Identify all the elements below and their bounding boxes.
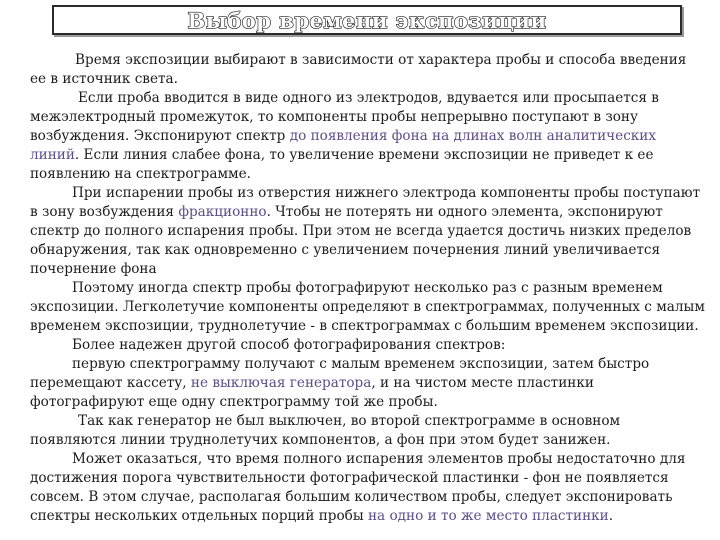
paragraph bbox=[30, 89, 705, 184]
title-box bbox=[52, 5, 682, 35]
highlighted-phrase: не выключая генератора bbox=[190, 375, 372, 391]
text-segment: , и на чистом месте пластинки фотографируют еще одну спектрограмму той же пробы. bbox=[30, 375, 594, 410]
text-segment: Так как генератор не был выключен, во второй спектрограмме в основном появляются линии труднолетучих компонентов, а фон при этом будет занижен. bbox=[30, 413, 621, 448]
paragraph bbox=[30, 412, 705, 450]
text-segment: . bbox=[608, 508, 614, 524]
text-segment: . Если линия слабее фона, то увеличение времени экспозиции не приведет к ее появлению на спектрограмме. bbox=[30, 147, 654, 182]
paragraph bbox=[30, 51, 705, 89]
text-segment: Более надежен другой способ фотографирования спектров: bbox=[72, 337, 506, 353]
text-segment: Время экспозиции выбирают в зависимости от характера пробы и способа введения ее в источник света. bbox=[30, 52, 687, 87]
paragraph bbox=[30, 184, 705, 279]
text-segment: При испарении пробы из отверстия нижнего электрода компоненты пробы поступают в зону возбуждения bbox=[30, 185, 701, 220]
highlighted-phrase: на одно и то же место пластинки bbox=[367, 508, 609, 524]
text-segment: Может оказаться, что время полного испарения элементов пробы недостаточно для достижения порога чувствительности фотографической пластинки - фон не появляется совсем. В этом случае, располагая большим количеством пробы, следует экспонировать спектры нескольких отдельных порций пробы bbox=[30, 451, 686, 524]
slide-title: Выбор времени экспозиции bbox=[187, 7, 547, 33]
paragraph bbox=[30, 355, 705, 412]
paragraph bbox=[30, 279, 705, 336]
paragraph bbox=[30, 450, 705, 526]
highlighted-phrase: фракционно bbox=[178, 204, 267, 220]
text-segment: Поэтому иногда спектр пробы фотографируют несколько раз с разным временем экспозиции. Легколетучие компоненты определяют в спектрограммах, полученных с малым временем экспозиции, труднолетучие - в спектрограммах с большим временем экспозиции. bbox=[30, 280, 705, 334]
text-segment: первую спектрограмму получают с малым временем экспозиции, затем быстро перемещают кассету, bbox=[30, 356, 650, 391]
paragraph bbox=[30, 336, 705, 355]
body-text bbox=[30, 51, 705, 526]
text-segment: . Чтобы не потерять ни одного элемента, экспонируют спектр до полного испарения пробы. При этом не всегда удается достичь низких пределов обнаружения, так как одновременно с увеличением почернения линий увеличивается почернение фона bbox=[30, 204, 692, 277]
text-segment: Если проба вводится в виде одного из электродов, вдувается или просыпается в межэлектродный промежуток, то компоненты пробы непрерывно поступают в зону возбуждения. Экспонируют спектр bbox=[30, 90, 659, 144]
highlighted-phrase: до появления фона на длинах волн аналитических линий bbox=[30, 128, 657, 163]
